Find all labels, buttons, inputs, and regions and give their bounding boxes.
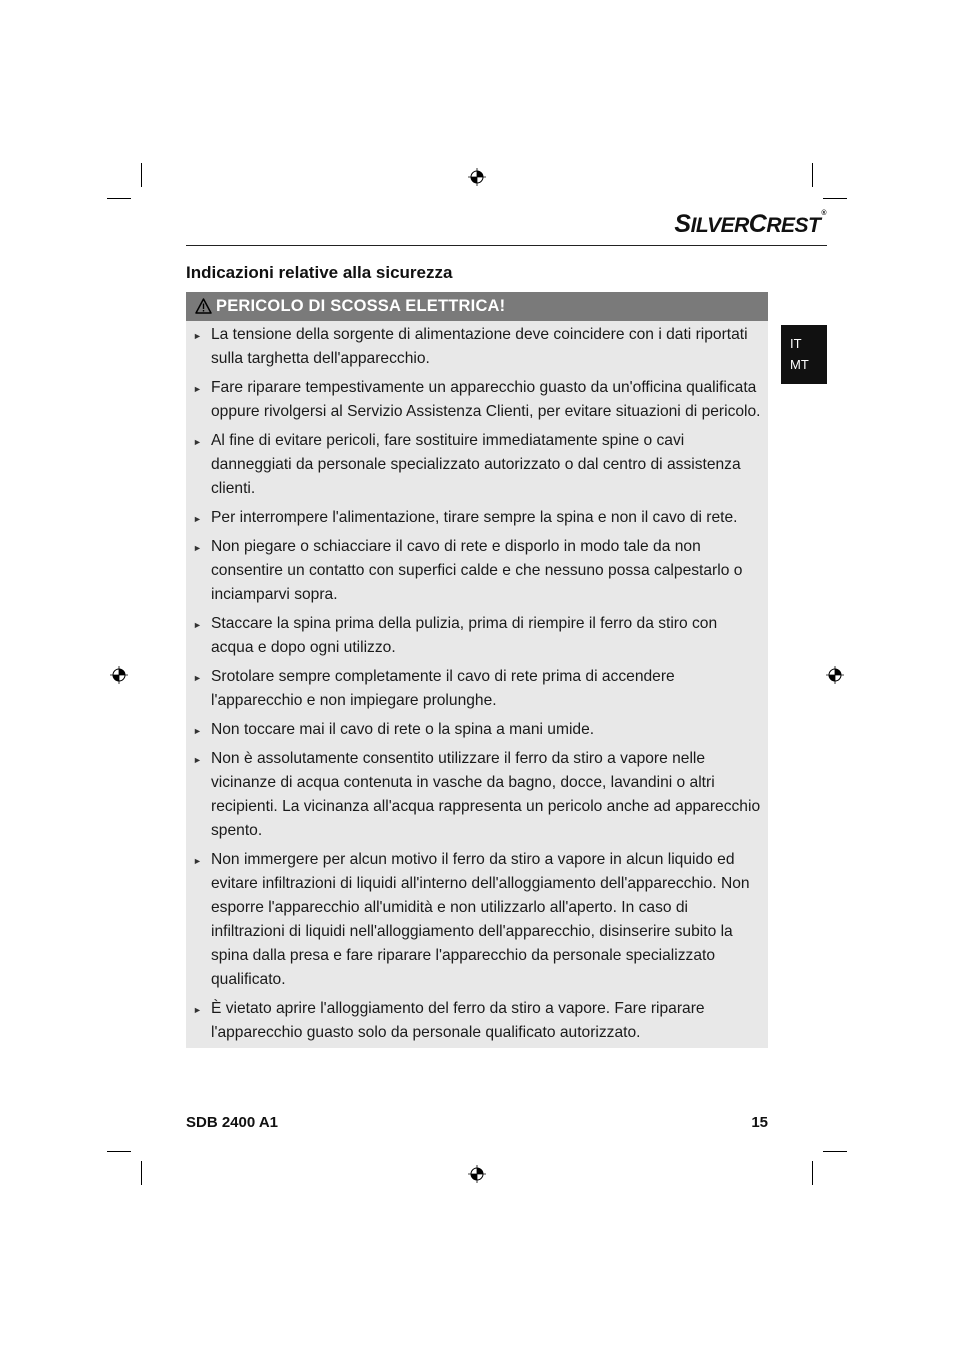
registration-mark-icon — [468, 168, 486, 186]
warning-header — [186, 292, 768, 321]
crop-mark — [823, 1151, 847, 1152]
bullet-arrow-icon: ► — [193, 384, 202, 394]
bullet-arrow-icon: ► — [193, 673, 202, 683]
list-item: ► Non è assolutamente consentito utilizzare il ferro da stiro a vapore nelle vicinanze di acqua contenuta in vasche da bagno, docce, lavandini o altri recipienti. La vicinanza all'acqua rappresenta un pericolo anche ad apparecchio spento. — [193, 750, 761, 839]
crop-mark — [812, 163, 813, 187]
crop-mark — [812, 1161, 813, 1185]
registration-mark-icon — [468, 1165, 486, 1183]
crop-mark — [823, 198, 847, 199]
bullet-arrow-icon: ► — [193, 543, 202, 553]
list-item: ► Non piegare o schiacciare il cavo di rete e disporlo in modo tale da non consentire un contatto con superfici calde e che nessuno possa calpestarlo o inciamparvi sopra. — [193, 538, 743, 603]
list-item: ► Srotolare sempre completamente il cavo di rete prima di accendere l'apparecchio e non impiegare prolunghe. — [193, 668, 675, 709]
brand-logo: SILVERCREST® — [674, 210, 826, 238]
list-item: ► Non toccare mai il cavo di rete o la spina a mani umide. — [186, 718, 768, 742]
list-item: ► Staccare la spina prima della pulizia, prima di riempire il ferro da stiro con acqua e dopo ogni utilizzo. — [193, 615, 718, 656]
warning-bullet-list — [186, 323, 768, 1050]
header-divider — [186, 245, 827, 246]
language-code-mt: MT — [790, 357, 809, 372]
section-title: Indicazioni relative alla sicurezza — [186, 263, 453, 282]
bullet-arrow-icon: ► — [193, 1005, 202, 1015]
registration-mark-icon — [110, 666, 128, 684]
bullet-arrow-icon: ► — [193, 620, 202, 630]
warning-triangle-icon — [195, 298, 212, 314]
crop-mark — [141, 163, 142, 187]
bullet-arrow-icon: ► — [193, 755, 202, 765]
list-item: ► Fare riparare tempestivamente un apparecchio guasto da un'officina qualificata oppure rivolgersi al Servizio Assistenza Clienti, per evitare situazioni di pericolo. — [193, 379, 761, 420]
warning-title: PERICOLO DI SCOSSA ELETTRICA! — [216, 297, 506, 315]
list-item: ► Non immergere per alcun motivo il ferro da stiro a vapore in alcun liquido ed evitare infiltrazioni di liquidi all'interno dell'alloggiamento dell'apparecchio. Non esporre l'apparecchio all'umidità e non utilizzarlo all'aperto. In caso di infiltrazioni di liquidi nell'alloggiamento dell'apparecchio, disinserire subito la spina dalla presa e fare riparare l'apparecchio da personale specializzato qualificato. — [193, 851, 750, 988]
list-item: ► Al fine di evitare pericoli, fare sostituire immediatamente spine o cavi danneggiati da personale specializzato autorizzato o dal centro di assistenza clienti. — [193, 432, 741, 497]
list-item: ► La tensione della sorgente di alimentazione deve coincidere con i dati riportati sulla targhetta dell'apparecchio. — [193, 326, 748, 367]
crop-mark — [107, 198, 131, 199]
crop-mark — [107, 1151, 131, 1152]
footer-model-number: SDB 2400 A1 — [186, 1114, 278, 1131]
page-number: 15 — [751, 1114, 768, 1131]
bullet-arrow-icon: ► — [193, 726, 202, 736]
registration-mark-icon — [826, 666, 844, 684]
list-item: ► Per interrompere l'alimentazione, tirare sempre la spina e non il cavo di rete. — [186, 506, 768, 530]
bullet-arrow-icon: ► — [193, 437, 202, 447]
bullet-arrow-icon: ► — [193, 856, 202, 866]
warning-box — [186, 292, 768, 1048]
bullet-arrow-icon: ► — [193, 514, 202, 524]
list-item: ► È vietato aprire l'alloggiamento del ferro da stiro a vapore. Fare riparare l'apparecchio guasto solo da personale qualificato autorizzato. — [193, 1000, 705, 1041]
bullet-arrow-icon: ► — [193, 331, 202, 341]
crop-mark — [141, 1161, 142, 1185]
language-code-it: IT — [790, 336, 802, 351]
language-tab — [781, 325, 827, 384]
